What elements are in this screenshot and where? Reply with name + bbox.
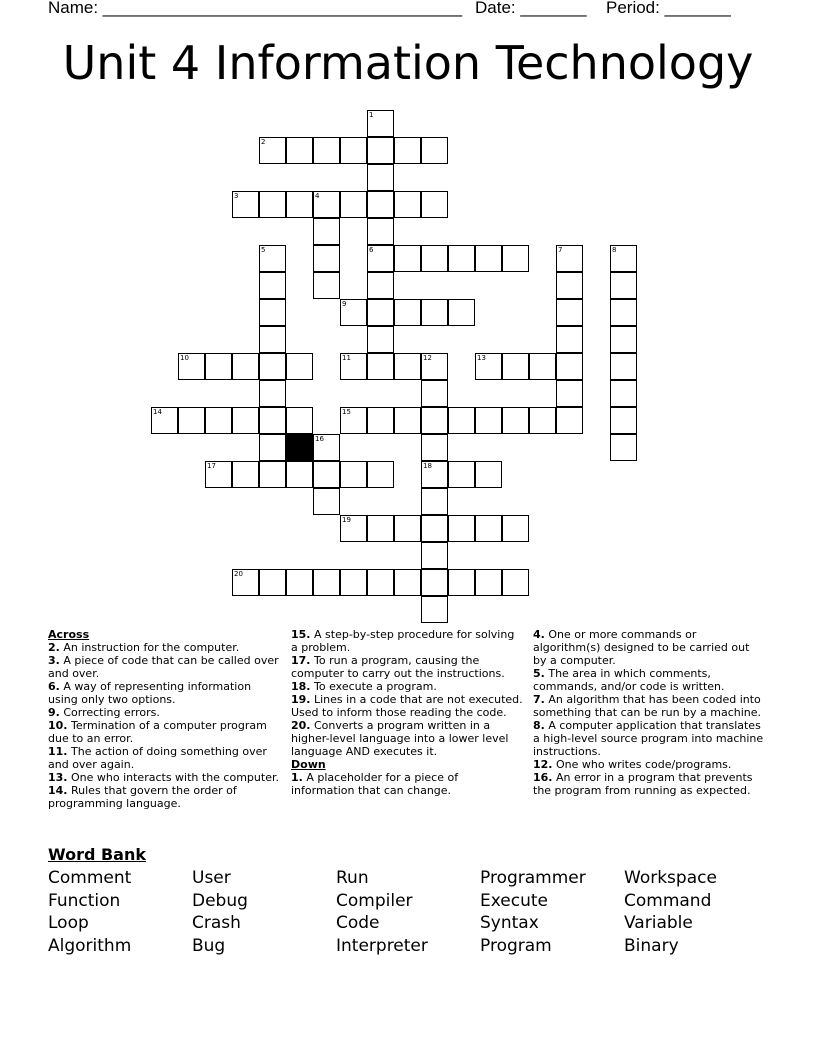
crossword-cell[interactable] <box>286 353 313 380</box>
clue-down-7: 7. An algorithm that has been coded into something that can be run by a machine. <box>533 693 762 719</box>
word-bank-word: Function <box>48 891 121 911</box>
crossword-cell[interactable] <box>259 407 286 434</box>
crossword-cell[interactable] <box>367 164 394 191</box>
clue-across-11: 11. The action of doing something over and over again. <box>48 745 267 771</box>
crossword-cell[interactable] <box>610 245 637 272</box>
clue-number: 20 <box>234 570 243 578</box>
crossword-cell[interactable] <box>367 191 394 218</box>
crossword-cell[interactable] <box>556 245 583 272</box>
crossword-cell[interactable] <box>610 326 637 353</box>
clue-number: 6 <box>369 246 374 254</box>
clue-number: 4 <box>315 192 320 200</box>
clue-across-10: 10. Termination of a computer program due to an error. <box>48 719 267 745</box>
crossword-cell[interactable] <box>205 407 232 434</box>
clue-down-12: 12. One who writes code/programs. <box>533 758 732 771</box>
clue-number: 16 <box>315 435 324 443</box>
crossword-cell[interactable] <box>340 353 367 380</box>
word-bank-word: Loop <box>48 913 89 933</box>
word-bank-word: Program <box>480 936 552 956</box>
crossword-cell[interactable] <box>448 299 475 326</box>
clue-across-6: 6. A way of representing information using only two options. <box>48 680 252 706</box>
crossword-cell[interactable] <box>610 299 637 326</box>
crossword-cell[interactable] <box>178 407 205 434</box>
crossword-cell[interactable] <box>232 569 259 596</box>
crossword-cell[interactable] <box>313 272 340 299</box>
crossword-cell[interactable] <box>394 137 421 164</box>
crossword-cell[interactable] <box>448 407 475 434</box>
crossword-cell[interactable] <box>394 191 421 218</box>
clue-number: 17 <box>207 462 216 470</box>
crossword-cell[interactable] <box>340 569 367 596</box>
clue-number: 1 <box>369 111 374 119</box>
crossword-cell[interactable] <box>286 191 313 218</box>
clues-column-1 <box>48 628 280 810</box>
word-bank-word: Run <box>336 868 369 888</box>
crossword-cell[interactable] <box>313 434 340 461</box>
crossword-cell[interactable] <box>367 461 394 488</box>
crossword-cell[interactable] <box>259 461 286 488</box>
crossword-cell[interactable] <box>610 407 637 434</box>
crossword-cell[interactable] <box>529 353 556 380</box>
clue-number: 2 <box>261 138 266 146</box>
crossword-cell[interactable] <box>367 353 394 380</box>
crossword-cell[interactable] <box>259 380 286 407</box>
crossword-cell[interactable] <box>313 245 340 272</box>
crossword-cell[interactable] <box>394 299 421 326</box>
crossword-cell[interactable] <box>259 245 286 272</box>
clue-across-2: 2. An instruction for the computer. <box>48 641 240 654</box>
clues-column-3 <box>533 628 765 797</box>
clue-down-16: 16. An error in a program that prevents the program from running as expected. <box>533 771 753 797</box>
clue-across-20: 20. Converts a program written in a higher-level language into a lower level language AND executes it. <box>291 719 509 758</box>
crossword-cell[interactable] <box>340 407 367 434</box>
crossword-cell[interactable] <box>259 272 286 299</box>
clue-down-4: 4. One or more commands or algorithm(s) designed to be carried out by a computer. <box>533 628 750 667</box>
crossword-cell[interactable] <box>421 353 448 380</box>
clue-number: 7 <box>558 246 563 254</box>
clue-down-1: 1. A placeholder for a piece of information that can change. <box>291 771 459 797</box>
crossword-cell[interactable] <box>205 353 232 380</box>
crossword-cell[interactable] <box>394 407 421 434</box>
clue-number: 10 <box>180 354 189 362</box>
crossword-cell[interactable] <box>394 569 421 596</box>
crossword-cell[interactable] <box>421 488 448 515</box>
crossword-cell[interactable] <box>232 353 259 380</box>
crossword-cell[interactable] <box>340 515 367 542</box>
crossword-cell[interactable] <box>448 569 475 596</box>
clue-across-19: 19. Lines in a code that are not executed. Used to inform those reading the code. <box>291 693 523 719</box>
clue-number: 15 <box>342 408 351 416</box>
crossword-cell[interactable] <box>205 461 232 488</box>
crossword-cell[interactable] <box>232 407 259 434</box>
word-bank-word: Execute <box>480 891 548 911</box>
crossword-cell[interactable] <box>259 299 286 326</box>
name-field-label[interactable]: Name: ______________________________________ <box>48 0 463 17</box>
crossword-cell[interactable] <box>475 569 502 596</box>
crossword-cell[interactable] <box>610 380 637 407</box>
crossword-cell[interactable] <box>313 137 340 164</box>
crossword-cell[interactable] <box>313 191 340 218</box>
crossword-cell[interactable] <box>394 245 421 272</box>
crossword-cell[interactable] <box>367 326 394 353</box>
clue-down-5: 5. The area in which comments, commands, and/or code is written. <box>533 667 725 693</box>
crossword-cell[interactable] <box>421 569 448 596</box>
crossword-cell[interactable] <box>259 434 286 461</box>
clue-down-8: 8. A computer application that translates a high-level source program into machine instructions. <box>533 719 764 758</box>
crossword-cell[interactable] <box>313 569 340 596</box>
clue-across-9: 9. Correcting errors. <box>48 706 160 719</box>
crossword-cell[interactable] <box>475 407 502 434</box>
crossword-cell[interactable] <box>556 299 583 326</box>
crossword-cell[interactable] <box>421 137 448 164</box>
crossword-cell[interactable] <box>286 407 313 434</box>
word-bank-title: Word Bank <box>48 845 147 864</box>
crossword-cell[interactable] <box>313 461 340 488</box>
clue-number: 11 <box>342 354 351 362</box>
crossword-cell[interactable] <box>151 407 178 434</box>
crossword-cell[interactable] <box>259 326 286 353</box>
word-bank-word: Comment <box>48 868 132 888</box>
crossword-cell[interactable] <box>610 272 637 299</box>
crossword-cell[interactable] <box>367 407 394 434</box>
crossword-cell[interactable] <box>556 272 583 299</box>
crossword-cell[interactable] <box>475 353 502 380</box>
crossword-cell[interactable] <box>259 137 286 164</box>
word-bank-word: Debug <box>192 891 248 911</box>
crossword-cell[interactable] <box>610 434 637 461</box>
crossword-cell[interactable] <box>313 218 340 245</box>
word-bank-word: User <box>192 868 231 888</box>
crossword-cell[interactable] <box>259 191 286 218</box>
clue-across-17: 17. To run a program, causing the computer to carry out the instructions. <box>291 654 505 680</box>
clue-number: 12 <box>423 354 432 362</box>
crossword-cell[interactable] <box>367 110 394 137</box>
clue-number: 5 <box>261 246 266 254</box>
crossword-cell[interactable] <box>475 245 502 272</box>
crossword-cell[interactable] <box>556 353 583 380</box>
crossword-cell[interactable] <box>421 299 448 326</box>
crossword-cell[interactable] <box>232 191 259 218</box>
crossword-cell[interactable] <box>421 515 448 542</box>
black-cell <box>286 434 313 461</box>
clue-number: 9 <box>342 300 347 308</box>
clue-across-15: 15. A step-by-step procedure for solving a problem. <box>291 628 515 654</box>
crossword-cell[interactable] <box>394 353 421 380</box>
crossword-cell[interactable] <box>502 515 529 542</box>
crossword-cell[interactable] <box>259 353 286 380</box>
word-bank-word: Algorithm <box>48 936 132 956</box>
crossword-cell[interactable] <box>502 569 529 596</box>
clue-across-18: 18. To execute a program. <box>291 680 437 693</box>
clue-number: 18 <box>423 462 432 470</box>
date-field-label[interactable]: Date: _______ <box>475 0 587 17</box>
crossword-cell[interactable] <box>313 488 340 515</box>
word-bank-word: Bug <box>192 936 226 956</box>
crossword-cell[interactable] <box>421 191 448 218</box>
crossword-cell[interactable] <box>367 272 394 299</box>
word-bank-word: Interpreter <box>336 936 428 956</box>
crossword-cell[interactable] <box>367 245 394 272</box>
clue-number: 8 <box>612 246 617 254</box>
crossword-cell[interactable] <box>448 461 475 488</box>
crossword-cell[interactable] <box>286 461 313 488</box>
word-bank-word: Workspace <box>624 868 717 888</box>
crossword-cell[interactable] <box>340 299 367 326</box>
word-bank-word: Variable <box>624 913 693 933</box>
clue-across-14: 14. Rules that govern the order of programming language. <box>48 784 237 810</box>
word-bank-word: Code <box>336 913 380 933</box>
crossword-cell[interactable] <box>367 137 394 164</box>
clue-across-3: 3. A piece of code that can be called over and over. <box>48 654 279 680</box>
crossword-cell[interactable] <box>610 353 637 380</box>
crossword-cell[interactable] <box>556 380 583 407</box>
word-bank-word: Syntax <box>480 913 539 933</box>
crossword-cell[interactable] <box>232 461 259 488</box>
crossword-cell[interactable] <box>529 407 556 434</box>
clue-number: 14 <box>153 408 162 416</box>
period-field-label[interactable]: Period: _______ <box>606 0 731 17</box>
crossword-cell[interactable] <box>367 299 394 326</box>
crossword-cell[interactable] <box>448 515 475 542</box>
across-heading: Across <box>48 628 90 641</box>
crossword-cell[interactable] <box>340 461 367 488</box>
crossword-cell[interactable] <box>502 245 529 272</box>
crossword-cell[interactable] <box>502 407 529 434</box>
crossword-cell[interactable] <box>421 380 448 407</box>
clue-across-13: 13. One who interacts with the computer. <box>48 771 279 784</box>
crossword-cell[interactable] <box>556 326 583 353</box>
crossword-cell[interactable] <box>421 245 448 272</box>
clues-column-2 <box>291 628 523 797</box>
page-title: Unit 4 Information Technology <box>62 36 754 90</box>
crossword-cell[interactable] <box>367 218 394 245</box>
crossword-cell[interactable] <box>340 191 367 218</box>
clue-number: 13 <box>477 354 486 362</box>
crossword-cell[interactable] <box>178 353 205 380</box>
crossword-cell[interactable] <box>421 542 448 569</box>
word-bank-word: Compiler <box>336 891 413 911</box>
crossword-cell[interactable] <box>340 137 367 164</box>
down-heading: Down <box>291 758 326 771</box>
word-bank-word: Command <box>624 891 712 911</box>
crossword-cell[interactable] <box>286 137 313 164</box>
word-bank-word: Binary <box>624 936 679 956</box>
crossword-cell[interactable] <box>421 596 448 623</box>
crossword-cell[interactable] <box>421 407 448 434</box>
crossword-cell[interactable] <box>421 461 448 488</box>
crossword-cell[interactable] <box>502 353 529 380</box>
clue-number: 19 <box>342 516 351 524</box>
word-bank-word: Programmer <box>480 868 586 888</box>
crossword-cell[interactable] <box>394 515 421 542</box>
crossword-cell[interactable] <box>367 515 394 542</box>
crossword-cell[interactable] <box>475 515 502 542</box>
crossword-cell[interactable] <box>259 569 286 596</box>
crossword-cell[interactable] <box>556 407 583 434</box>
crossword-cell[interactable] <box>286 569 313 596</box>
crossword-cell[interactable] <box>475 461 502 488</box>
crossword-cell[interactable] <box>367 569 394 596</box>
crossword-cell[interactable] <box>421 434 448 461</box>
clue-number: 3 <box>234 192 239 200</box>
crossword-cell[interactable] <box>448 245 475 272</box>
word-bank-word: Crash <box>192 913 241 933</box>
